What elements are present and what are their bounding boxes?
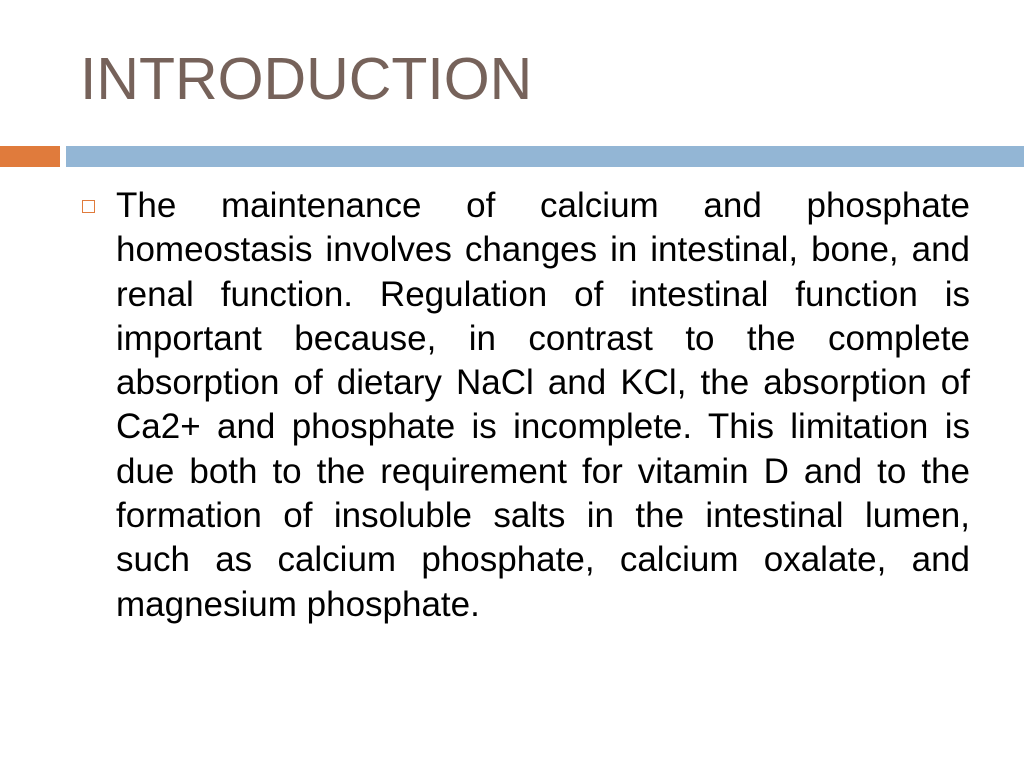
title-underline-accent-orange: [0, 146, 60, 167]
bullet-text: The maintenance of calcium and phosphate homeostasis involves changes in intestinal, bone, and renal function. Regulation of intestinal function is important because, in contrast to the complete absorption of dietary NaCl and KCl, the absorption of Ca2+ and phosphate is incomplete. This limitation is due both to the requirement for vitamin D and to the formation of insoluble salts in the intestinal lumen, such as calcium phosphate, calcium oxalate, and magnesium phosphate.: [116, 186, 970, 624]
title-underline-accent-blue: [66, 146, 1024, 167]
slide-title: INTRODUCTION: [80, 46, 533, 112]
hollow-square-bullet-icon: [82, 200, 95, 213]
